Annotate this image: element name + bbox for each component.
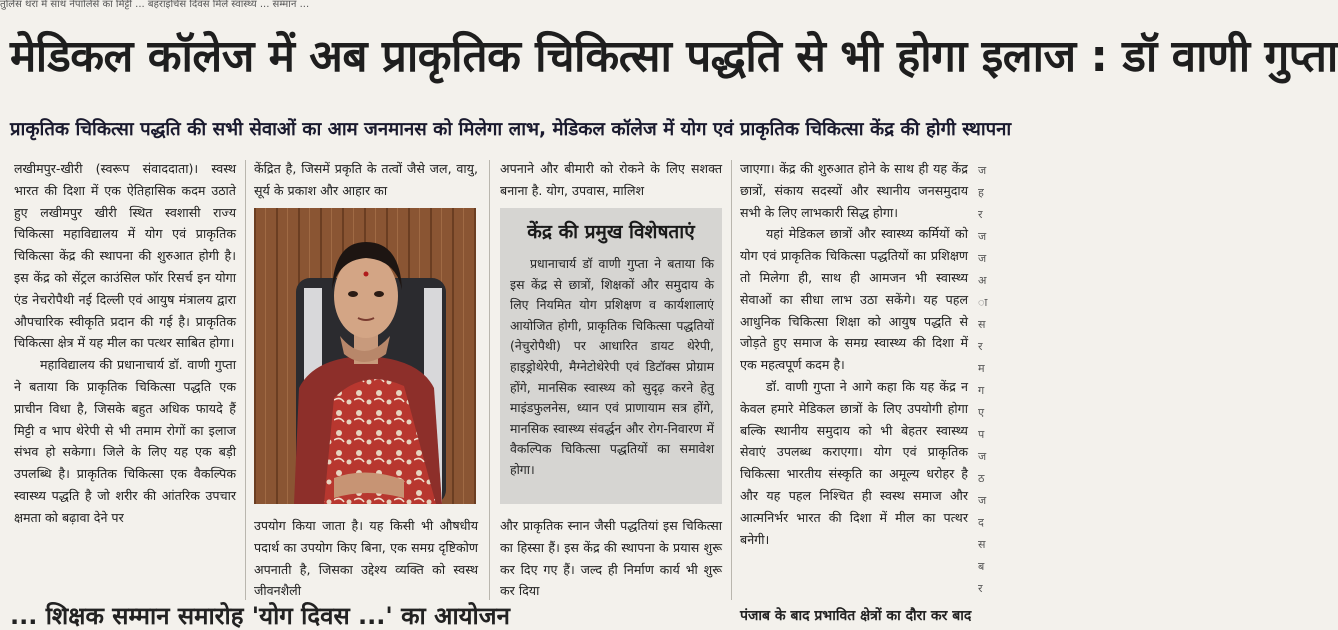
col1-paragraph-1: लखीमपुर-खीरी (स्वरूप संवाददाता)। स्वस्थ भारत की दिशा में एक ऐतिहासिक कदम उठाते हुए लखीमपुर खीरी स्थित स्वशासी राज्य चिकित्सा महाविद्यालय में योग एवं प्राकृतिक चिकित्सा केंद्र की स्थापना की शुरुआत होगी है। इस केंद्र को सेंट्रल काउंसिल फॉर रिसर्च इन योगा एंड नेचरोपैथी नई दिल्ली एवं आयुष मंत्रालय द्वारा औपचारिक स्वीकृति प्रदान की गई है। प्राकृतिक चिकित्सा क्षेत्र में यह मील का पत्थर साबित होगा।	[14, 161, 236, 351]
article-column-3-top	[500, 158, 722, 206]
highlights-box-title: केंद्र की प्रमुख विशेषताएं	[527, 221, 695, 243]
portrait-illustration	[254, 208, 476, 504]
col2-text-top: केंद्रित है, जिसमें प्रकृति के तत्वों जैसे जल, वायु, सूर्य के प्रकाश और आहार का	[254, 161, 478, 198]
col3-text-bottom: और प्राकृतिक स्नान जैसी पद्धतियां इस चिकित्सा का हिस्सा हैं। इस केंद्र की स्थापना के प्रयास शुरू कर दिए गए हैं। जल्द ही निर्माण कार्य भी शुरू कर दिया	[500, 518, 722, 599]
col2-text-bottom: उपयोग किया जाता है। यह किसी भी औषधीय पदार्थ का उपयोग किए बिना, एक समग्र दृष्टिकोण अपनाती है, जिसका उद्देश्य व्यक्ति को स्वस्थ जीवनशैली	[254, 518, 478, 599]
adjacent-article-edge: ज ह र ज ज अ ा स र म ग ए प ज ठ ज द स ब र	[978, 164, 988, 595]
column-divider	[245, 160, 246, 600]
col1-paragraph-2: महाविद्यालय की प्रधानाचार्य डॉ. वाणी गुप्ता ने बताया कि प्राकृतिक चिकित्सा पद्धति एक प्राचीन विधा है, जिसके बहुत अधिक फायदे हैं मिट्टी व भाप थेरेपी से भी तमाम रोगों का इलाज संभव हो सकेगा। जिले के लिए यह एक बड़ी उपलब्धि है। प्राकृतिक चिकित्सा एक वैकल्पिक स्वास्थ्य पद्धति है जो शरीर की आंतरिक उपचार क्षमता को बढ़ावा देने पर	[14, 357, 236, 525]
col4-paragraph-2: यहां मेडिकल छात्रों और स्वास्थ्य कर्मियों को योग एवं प्राकृतिक चिकित्सा पद्धतियों का प्रशिक्षण तो मिलेगा ही, साथ ही आमजन भी स्वास्थ्य सेवाओं का सीधा लाभ उठा सकेंगे। यह पहल आधुनिक चिकित्सा शिक्षा को आयुष पद्धति से जोड़ते हुए समाज के समग्र स्वास्थ्य की दिशा में एक महत्वपूर्ण कदम है।	[740, 226, 968, 373]
previous-article-strip: तुलिस थरा में साथ नेपालिसे का मिट्टी ... बहराइचिस दिवस मिले स्वास्थ्य ... सम्मान ...	[0, 0, 310, 10]
principal-photo	[254, 208, 476, 504]
col3-text-top: अपनाने और बीमारी को रोकने के लिए सशक्त बनाना है. योग, उपवास, मालिश	[500, 161, 722, 198]
article-column-3-bottom	[500, 515, 722, 605]
highlights-box-body: प्रधानाचार्य डॉ वाणी गुप्ता ने बताया कि इस केंद्र से छात्रों, शिक्षकों और समुदाय के लिए नियमित योग प्रशिक्षण व कार्यशालाएं आयोजित होगी, प्राकृतिक चिकित्सा पद्धतियों (नेचुरोपैथी) पर आधारित डायट थेरेपी, हाइड्रोथेरेपी, मैग्नेटोथेरेपी एवं डिटॉक्स प्रोग्राम होंगे, मानसिक स्वास्थ्य को सुदृढ़ करने हेतु माइंडफुलनेस, ध्यान एवं प्राणायाम सत्र होंगे, मानसिक स्वास्थ्य संवर्द्धन और रोग-निवारण में वैकल्पिक चिकित्सा पद्धतियों का समावेश होगा।	[510, 256, 714, 477]
next-article-headline: ... शिक्षक सम्मान समारोह 'योग दिवस ...' का आयोजन	[10, 602, 510, 630]
article-column-4	[740, 158, 968, 598]
col4-paragraph-3: डॉ. वाणी गुप्ता ने आगे कहा कि यह केंद्र न केवल हमारे मेडिकल छात्रों के लिए उपयोगी होगा बल्कि स्थानीय समुदाय को भी बेहतर स्वास्थ्य सेवाएं उपलब्ध कराएगा। योग एवं प्राकृतिक चिकित्सा भारतीय संस्कृति का अमूल्य धरोहर है और यह पहल निश्चित ही स्वस्थ समाज और आत्मनिर्भर भारत की दिशा में मील का पत्थर बनेगी।	[740, 378, 968, 547]
article-column-1	[14, 158, 236, 598]
column-divider	[489, 160, 490, 600]
col4-paragraph-1: जाएगा। केंद्र की शुरुआत होने के साथ ही यह केंद्र छात्रों, संकाय सदस्यों और स्थानीय जनसमुदाय सभी के लिए लाभकारी सिद्ध होगा।	[740, 161, 968, 220]
column-divider	[731, 160, 732, 600]
article-column-2-bottom	[254, 515, 478, 605]
highlights-box	[500, 208, 722, 504]
article-column-2-top	[254, 158, 478, 206]
adjacent-article-headline: पंजाब के बाद प्रभावित क्षेत्रों का दौरा कर बाद	[740, 608, 972, 624]
subheadline: प्राकृतिक चिकित्सा पद्धति की सभी सेवाओं का आम जनमानस को मिलेगा लाभ, मेडिकल कॉलेज में योग एवं प्राकृतिक चिकित्सा केंद्र की होगी स्थापना	[10, 119, 1012, 140]
headline: मेडिकल कॉलेज में अब प्राकृतिक चिकित्सा पद्धति से भी होगा इलाज : डॉ वाणी गुप्ता	[10, 31, 1338, 82]
